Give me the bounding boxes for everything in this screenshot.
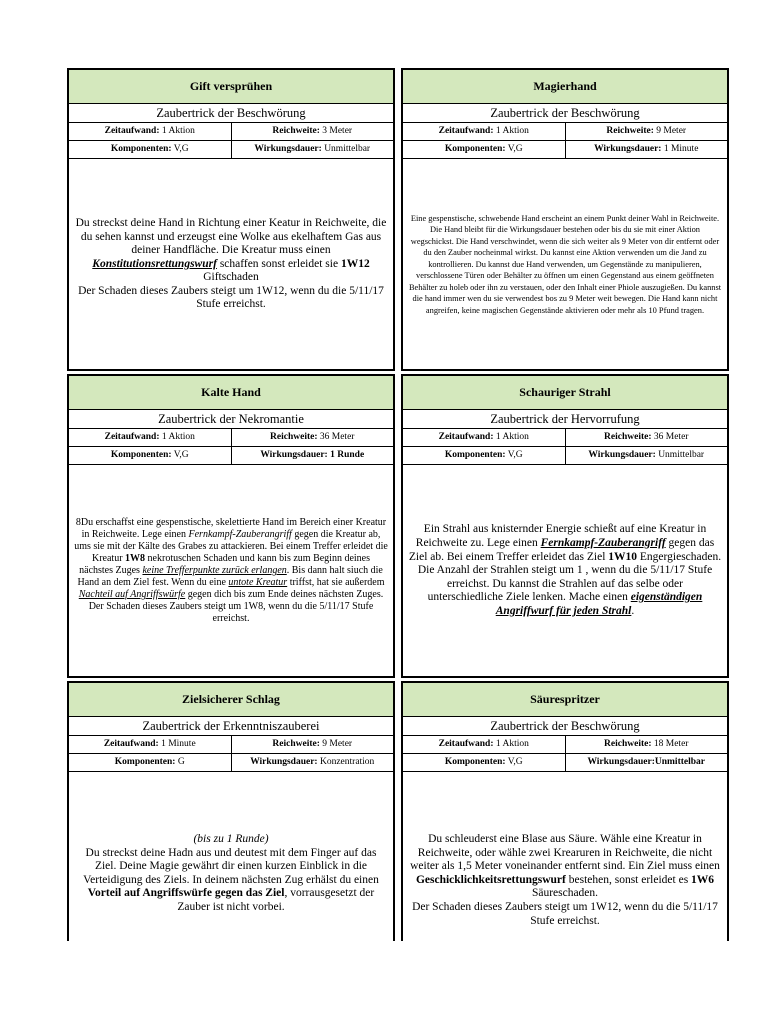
casting-time: [403, 429, 566, 446]
range: [232, 736, 394, 753]
casting-time: [403, 123, 566, 140]
casting-time: [403, 736, 566, 753]
spell-card-schauriger-strahl: [401, 374, 729, 678]
spell-text: (bis zu 1 Runde) Du streckst deine Hadn aus und deutest mit dem Finger auf das Ziel. Deine Magie gewährt dir einen kurzen Einblick in die Verteidigung des Ziels. In deinem nächsten Zug erhälst du einen Vorteil auf Angriffswürfe gegen das Ziel, vorrausgesetzt der Zauber ist nicht vorbei.: [83, 833, 379, 913]
spell-stats-row-2: [69, 754, 393, 772]
duration: [232, 754, 394, 771]
range: [566, 123, 728, 140]
components-label: Komponenten:: [444, 144, 506, 154]
casting-time-value: 1 Aktion: [161, 126, 195, 136]
spell-description: [69, 160, 393, 369]
spell-text: 8Du erschaffst eine gespenstische, skelettierte Hand im Bereich einer Kreatur in Reichweite. Lege einen Fernkampf-Zauberangriff gegen die Kreatur ab, ums sie mit der Kälte des Grabes zu attackieren. Bei einem Treffer erleidet die Kreatur 1W8 nekrotuschen Schaden und kann bis zum Beginn deines nächstes Zuges keine Trefferpunkte zurück erlangen. Bis dann halt siuch die Hand an dem Ziel fest. Wenn du eine untote Kreatur triffst, hat sie außerdem Nachteil auf Angriffswürfe gegen dich bis zum Ende deines nächsten Zuges. Der Schaden dieses Zaubers steigt um 1W8, wenn du die 5/11/17 Stufe erreichst.: [74, 517, 388, 624]
duration-value: Unmittelbar: [654, 757, 706, 767]
spell-text: Du schleuderst eine Blase aus Säure. Wähle eine Kreatur in Reichweite, oder wähle zwei Krearuren in Reichweite, die nicht weiter als 1,5 Meter voneinander entfernt sind. Ein Ziel muss einen Geschicklichkeitsrettungswurf bestehen, sonst erleidet es 1W6 Säureschaden. Der Schaden dieses Zaubers steigt um 1W12, wenn du die 5/11/17 Stufe erreichst.: [410, 833, 720, 927]
spell-stats-row-2: [69, 141, 393, 159]
range: [566, 429, 728, 446]
casting-time: [69, 736, 232, 753]
duration: [232, 141, 394, 158]
duration-label: Wirkungsdauer:: [250, 757, 318, 767]
range: [232, 123, 394, 140]
duration-label: Wirkungsdauer:: [594, 144, 662, 154]
components-value: V,G: [173, 144, 189, 154]
duration-value: Konzentration: [319, 757, 375, 767]
casting-time-value: 1 Aktion: [495, 126, 529, 136]
components-label: Komponenten:: [444, 450, 506, 460]
casting-time-label: Zeitaufwand:: [438, 739, 494, 749]
spell-title: Schauriger Strahl: [403, 376, 727, 410]
spell-stats-row-1: [69, 123, 393, 141]
spell-stats-row-1: [403, 736, 727, 754]
spell-stats-row-2: [69, 447, 393, 465]
spell-description: [403, 466, 727, 676]
spell-card-gift-verspruehen: [67, 68, 395, 371]
components-value: V,G: [507, 450, 523, 460]
range-label: Reichweite:: [606, 126, 654, 136]
components-value: V,G: [507, 757, 523, 767]
components-label: Komponenten:: [444, 757, 506, 767]
casting-time-value: 1 Aktion: [495, 739, 529, 749]
components-label: Komponenten:: [114, 757, 176, 767]
range: [566, 736, 728, 753]
spell-stats-row-1: [403, 123, 727, 141]
range-value: 36 Meter: [653, 432, 689, 442]
components-label: Komponenten:: [110, 450, 172, 460]
spell-school: Zaubertrick der Nekromantie: [69, 410, 393, 429]
spell-title: Zielsicherer Schlag: [69, 683, 393, 717]
casting-time: [69, 429, 232, 446]
spell-title: Kalte Hand: [69, 376, 393, 410]
spell-card-zielsicherer-schlag: [67, 681, 395, 941]
duration-value: 1 Minute: [663, 144, 699, 154]
spell-school: Zaubertrick der Beschwörung: [403, 717, 727, 736]
spell-school: Zaubertrick der Beschwörung: [403, 104, 727, 123]
duration-label: Wirkungsdauer:: [260, 450, 328, 460]
components-value: G: [177, 757, 185, 767]
casting-time-value: 1 Minute: [161, 739, 196, 749]
duration-value: Unmittelbar: [658, 450, 705, 460]
casting-time-value: 1 Aktion: [161, 432, 195, 442]
spell-school: Zaubertrick der Hervorrufung: [403, 410, 727, 429]
range-label: Reichweite:: [272, 126, 320, 136]
spell-stats-row-2: [403, 754, 727, 772]
spell-stats-row-1: [69, 429, 393, 447]
components: [403, 447, 566, 464]
duration-label: Wirkungsdauer:: [588, 450, 656, 460]
spell-title: Säurespritzer: [403, 683, 727, 717]
range-label: Reichweite:: [272, 739, 320, 749]
range-value: 3 Meter: [322, 126, 353, 136]
range-value: 9 Meter: [656, 126, 687, 136]
casting-time-label: Zeitaufwand:: [104, 126, 160, 136]
spell-description: [403, 773, 727, 941]
spell-description: [403, 160, 727, 369]
range: [232, 429, 394, 446]
components: [403, 141, 566, 158]
casting-time-label: Zeitaufwand:: [103, 739, 159, 749]
spell-stats-row-1: [69, 736, 393, 754]
casting-time-label: Zeitaufwand:: [438, 432, 494, 442]
casting-time-value: 1 Aktion: [495, 432, 529, 442]
duration: [566, 754, 728, 771]
spell-title: Magierhand: [403, 70, 727, 104]
spell-card-saeurespritzer: [401, 681, 729, 941]
duration-label: Wirkungsdauer:: [587, 757, 655, 767]
spell-school: Zaubertrick der Erkenntniszauberei: [69, 717, 393, 736]
components: [69, 754, 232, 771]
duration: [566, 447, 728, 464]
components: [69, 141, 232, 158]
components-label: Komponenten:: [110, 144, 172, 154]
spell-text: Ein Strahl aus knisternder Energie schießt auf eine Kreatur in Reichweite zu. Lege einen Fernkampf-Zauberangriff gegen das Ziel ab. Bei einem Treffer erleidet das Ziel 1W10 Engergieschaden. Die Anzahl der Strahlen steigt um 1 , wenn du die 5/11/17 Stufe erreichst. Du kannst die Strahlen auf das selbe oder unterschiedliche Ziele lenken. Mache einen eigenständigen Angriffwurf für jeden Strahl.: [408, 523, 722, 617]
casting-time: [69, 123, 232, 140]
casting-time-label: Zeitaufwand:: [104, 432, 160, 442]
spell-title: Gift versprühen: [69, 70, 393, 104]
components-value: V,G: [173, 450, 189, 460]
spell-stats-row-2: [403, 141, 727, 159]
spell-stats-row-2: [403, 447, 727, 465]
components-value: V,G: [507, 144, 523, 154]
duration-label: Wirkungsdauer:: [254, 144, 322, 154]
spell-description: [69, 466, 393, 676]
spell-description: [69, 773, 393, 941]
casting-time-label: Zeitaufwand:: [438, 126, 494, 136]
range-value: 36 Meter: [319, 432, 355, 442]
spell-text: Eine gespenstische, schwebende Hand erscheint an einem Punkt deiner Wahl in Reichweite. Die Hand bleibt für die Wirkungsdauer bestehen oder bis du sie mit einer Aktion wegschickst. Die Hand verschwindet, wenn die sich weiter als 9 Meter von dir entfernt oder du den Zauber nocheinmal wirkst. Du kannst eine Aktion verwenden um die Jand zu kontrollieren. Du kannst due Hand verwenden, um Gegenstände zu manipulieren, verschlossene Türen oder Behälter zu öffnen um einen Gegenstand aus einem geöffneten Behälter zu holeb oder ihn zu verstauen, oder den Inhalt einer Phiole auszugießen. Du kannst die hand immer wen du sie verwendest bos zu 9 Meter weit bewegen. Die Hand kann nicht angreifen, keine magischen Gegenstände aktivieren oder mehr als 10 Pfund tragen.: [408, 213, 722, 315]
spell-card-magierhand: [401, 68, 729, 371]
spell-card-kalte-hand: [67, 374, 395, 678]
duration-value: Unmittelbar: [324, 144, 371, 154]
components: [69, 447, 232, 464]
range-value: 9 Meter: [322, 739, 353, 749]
components: [403, 754, 566, 771]
range-value: 18 Meter: [653, 739, 689, 749]
range-label: Reichweite:: [270, 432, 318, 442]
range-label: Reichweite:: [604, 739, 652, 749]
spell-school: Zaubertrick der Beschwörung: [69, 104, 393, 123]
spell-text: Du streckst deine Hand in Richtung einer Keatur in Reichweite, die du sehen kannst und erzeugst eine Wolke aus ekelhaftem Gas aus deiner Handfläche. Die Kreatur muss einen Konstitutionsrettungswurf schaffen sonst erleidet sie 1W12 Giftschaden Der Schaden dieses Zaubers steigt um 1W12, wenn du die 5/11/17 Stufe erreichst.: [75, 216, 387, 311]
range-label: Reichweite:: [604, 432, 652, 442]
duration: [566, 141, 728, 158]
duration-value: 1 Runde: [330, 450, 365, 460]
duration: [232, 447, 394, 464]
spell-stats-row-1: [403, 429, 727, 447]
